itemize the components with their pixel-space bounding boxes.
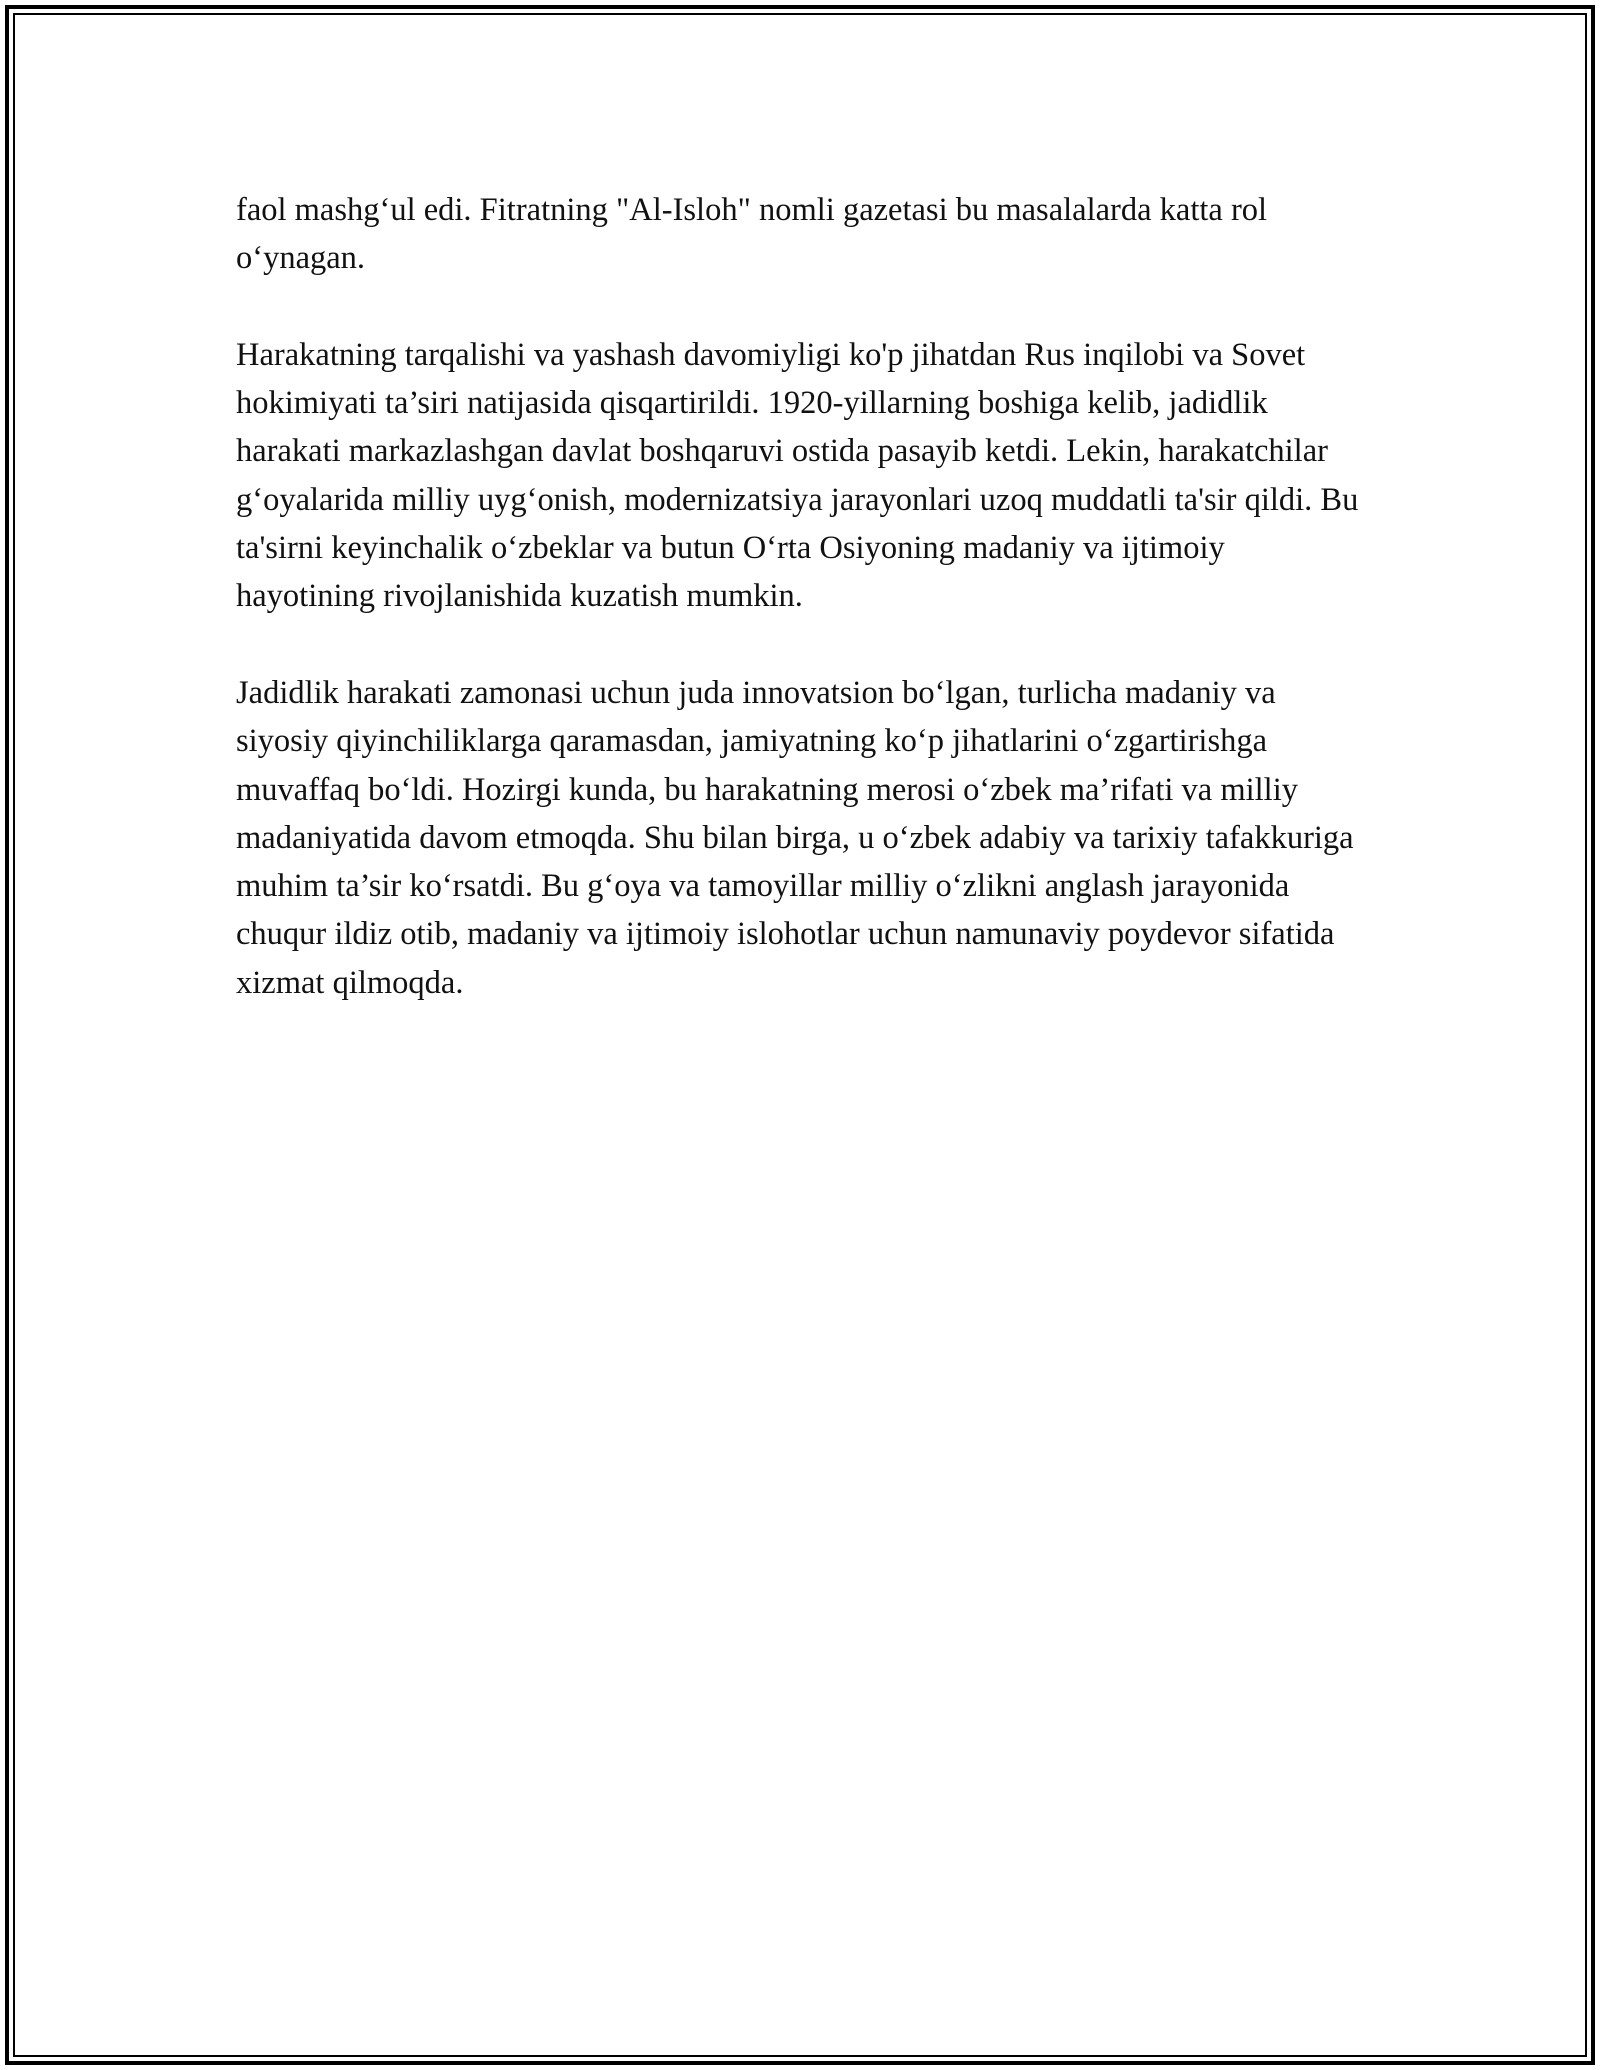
paragraph-1: faol mashg‘ul edi. Fitratning "Al-Isloh" nomli gazetasi bu masalalarda katta rol o‘ynagan. [236,192,1268,277]
paragraph-2: Harakatning tarqalishi va yashash davomiyligi ko'p jihatdan Rus inqilobi va Sovet hokimiyati ta’siri natijasida qisqartirildi. 1920-yillarning boshiga kelib, jadidlik harakati markazlashgan davlat boshqaruvi ostida pasayib ketdi. Lekin, harakatchilar g‘oyalarida milliy uyg‘onish, modernizatsiya jarayonlari uzoq muddatli ta'sir qildi. Bu ta'sirni keyinchalik o‘zbeklar va butun O‘rta Osiyoning madaniy va ijtimoiy hayotining rivojlanishida kuzatish mumkin. [236,336,1359,615]
paragraph-3: Jadidlik harakati zamonasi uchun juda innovatsion bo‘lgan, turlicha madaniy va siyosiy qiyinchiliklarga qaramasdan, jamiyatning ko‘p jihatlarini o‘zgartirishga muvaffaq bo‘ldi. Hozirgi kunda, bu harakatning merosi o‘zbek ma’rifati va milliy madaniyatida davom etmoqda. Shu bilan birga, u o‘zbek adabiy va tarixiy tafakkuriga muhim ta’sir ko‘rsatdi. Bu g‘oya va tamoyillar milliy o‘zlikni anglash jarayonida chuqur ildiz otib, madaniy va ijtimoiy islohotlar uchun namunaviy poydevor sifatida xizmat qilmoqda. [236,674,1354,1001]
document-body [236,186,1370,1055]
